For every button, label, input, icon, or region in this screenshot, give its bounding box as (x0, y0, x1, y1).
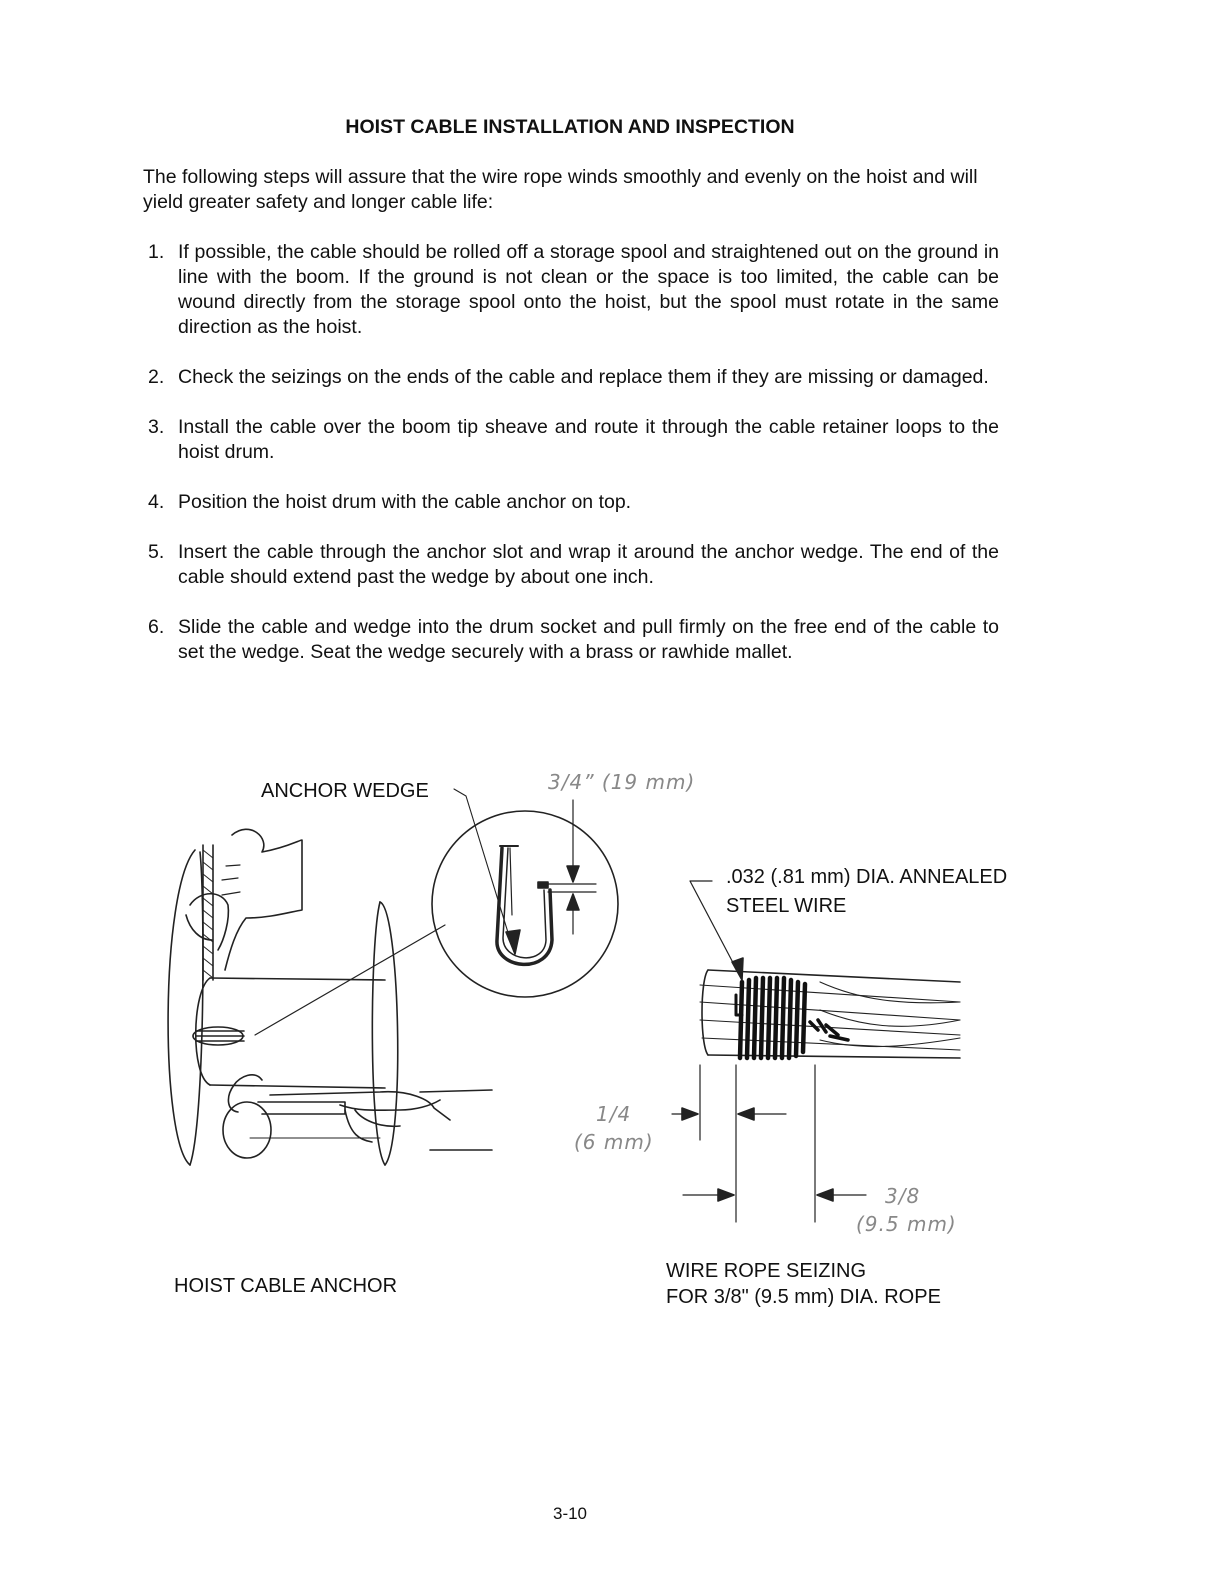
three-eighths-dimension-line1: 3/8 (885, 1184, 921, 1208)
page-number: 3-10 (552, 1504, 588, 1523)
step-item (143, 240, 999, 340)
step-text: Install the cable over the boom tip sheave and route it through the cable retainer loops to the hoist drum. (178, 416, 999, 463)
step-number: 4. (148, 491, 165, 513)
right-caption-line2: FOR 3/8" (9.5 mm) DIA. ROPE (666, 1286, 941, 1308)
step-item (143, 615, 999, 665)
step-text: Slide the cable and wedge into the drum socket and pull firmly on the free end of the cable to set the wedge. Seat the wedge securely with a brass or rawhide mallet. (178, 616, 999, 663)
wire-rope-seizing-illustration (672, 881, 960, 1222)
step-item (143, 490, 999, 515)
step-number: 1. (148, 241, 165, 263)
step-number: 2. (148, 366, 165, 388)
step-text: Position the hoist drum with the cable anchor on top. (178, 491, 632, 513)
wire-label-line1: .032 (.81 mm) DIA. ANNEALED (726, 866, 1008, 888)
three-eighths-dimension-line2: (9.5 mm) (856, 1212, 957, 1236)
steps-list (143, 240, 999, 690)
intro-paragraph: The following steps will assure that the wire rope winds smoothly and evenly on the hoist and will yield greater safety and longer cable life: (143, 166, 978, 213)
step-item (143, 365, 999, 390)
anchor-slot (0, 740, 200, 1323)
step-text: Check the seizings on the ends of the cable and replace them if they are missing or damaged. (178, 366, 989, 388)
wire-label-line2: STEEL WIRE (726, 895, 847, 917)
hoist-drum-illustration (0, 740, 618, 1323)
step-number: 3. (148, 416, 165, 438)
quarter-dimension-line1: 1/4 (596, 1102, 632, 1126)
quarter-dimension-line2: (6 mm) (574, 1130, 654, 1154)
step-item (143, 540, 999, 590)
page-title: HOIST CABLE INSTALLATION AND INSPECTION (345, 116, 795, 138)
step-text: Insert the cable through the anchor slot and wrap it around the anchor wedge. The end of the cable should extend past the wedge by about one inch. (178, 541, 999, 588)
anchor-wedge-label: ANCHOR WEDGE (261, 780, 429, 802)
wedge-dimension: 3/4” (19 mm) (548, 770, 696, 794)
figure-area (0, 740, 1224, 1340)
step-number: 6. (148, 616, 165, 638)
step-number: 5. (148, 541, 165, 563)
step-text: If possible, the cable should be rolled off a storage spool and straightened out on the ground in line with the boom. If the ground is not clean or the space is too limited, the cable can be wound directly from the storage spool onto the hoist, but the spool must rotate in the same direction as the hoist. (178, 241, 999, 338)
figure-illustration (0, 740, 1224, 1340)
step-item (143, 415, 999, 465)
right-caption-line1: WIRE ROPE SEIZING (666, 1260, 867, 1282)
left-caption: HOIST CABLE ANCHOR (174, 1275, 398, 1297)
